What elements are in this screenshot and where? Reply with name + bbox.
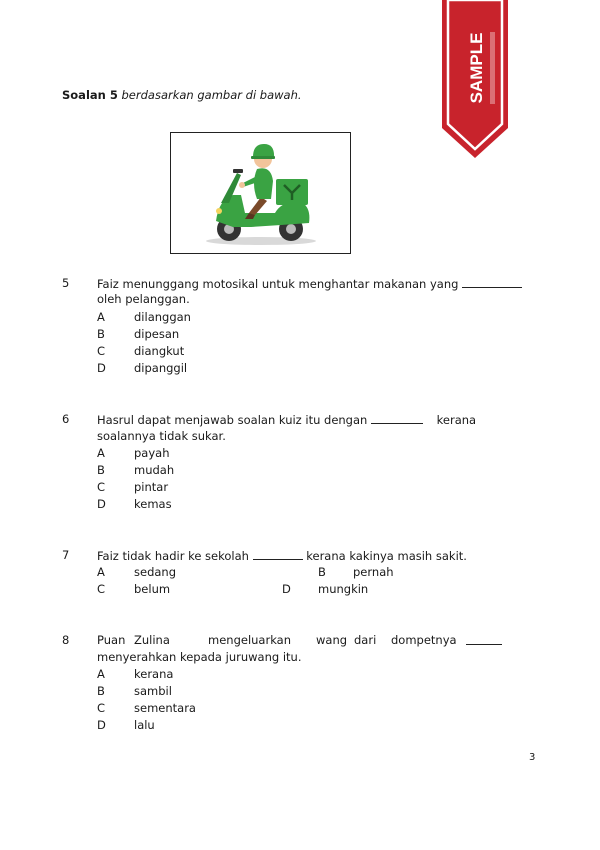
q8-option-d-text: lalu (134, 718, 155, 732)
question-8-text-2: menyerahkan kepada juruwang itu. (97, 650, 302, 664)
q6-option-d-letter: D (97, 497, 106, 511)
q8-option-c-text: sementara (134, 701, 196, 715)
q7-option-b-text: pernah (353, 565, 394, 579)
question-8-word-2: Zulina (134, 633, 170, 647)
q5-option-c-text: diangkut (134, 344, 185, 358)
question-8-word-4: wang (316, 633, 348, 647)
q8-option-a-text: kerana (134, 667, 174, 681)
question-8-word-5: dari (354, 633, 377, 647)
question-8-number: 8 (62, 633, 70, 647)
question-7-line-1 (97, 548, 467, 563)
question-6-text-1: Hasrul dapat menjawab soalan kuiz itu dengan (97, 413, 368, 427)
q5-option-b-text: dipesan (134, 327, 180, 341)
q6-option-b-letter: B (97, 463, 105, 477)
illustration-frame (170, 132, 351, 254)
q5-option-a-text: dilanggan (134, 310, 191, 324)
question-8-blank (466, 633, 502, 645)
q7-option-a-text: sedang (134, 565, 177, 579)
question-6-text-2: soalannya tidak sukar. (97, 429, 226, 443)
intro-italic: berdasarkan gambar di bawah. (121, 88, 302, 102)
question-6-blank (371, 412, 423, 424)
q6-option-c-text: pintar (134, 480, 169, 494)
q5-option-d-text: dipanggil (134, 361, 188, 375)
sample-stamp (440, 0, 510, 160)
section-intro (62, 88, 302, 102)
question-5-number: 5 (62, 276, 70, 290)
q7-option-d-letter: D (282, 582, 291, 596)
q8-option-b-text: sambil (134, 684, 172, 698)
q5-option-d-letter: D (97, 361, 106, 375)
question-8-word-6: dompetnya (391, 633, 457, 647)
q5-option-a-letter: A (97, 310, 105, 324)
q5-option-b-letter: B (97, 327, 105, 341)
question-8-word-1: Puan (97, 633, 126, 647)
q6-option-d-text: kemas (134, 497, 172, 511)
q8-option-a-letter: A (97, 667, 105, 681)
question-5-line-1 (97, 276, 522, 291)
intro-bold: Soalan 5 (62, 88, 118, 102)
delivery-scooter-illustration (171, 133, 350, 253)
q7-option-d-text: mungkin (318, 582, 369, 596)
q5-option-c-letter: C (97, 344, 106, 358)
question-6-line-1 (97, 412, 476, 427)
question-5-text-1: Faiz menunggang motosikal untuk menghantar makanan yang (97, 277, 459, 291)
question-6-number: 6 (62, 412, 70, 426)
question-6-text-1b: kerana (436, 413, 477, 427)
q8-option-d-letter: D (97, 718, 106, 732)
question-5-blank (462, 276, 522, 288)
question-8-word-3: mengeluarkan (208, 633, 291, 647)
q7-option-c-text: belum (134, 582, 171, 596)
q7-option-c-letter: C (97, 582, 106, 596)
sample-stamp-text: SAMPLE (467, 32, 486, 104)
question-7-number: 7 (62, 548, 70, 562)
question-5-text-2: oleh pelanggan. (97, 292, 190, 306)
q6-option-a-letter: A (97, 446, 105, 460)
page-number: 3 (529, 752, 536, 763)
q8-option-c-letter: C (97, 701, 106, 715)
q7-option-a-letter: A (97, 565, 105, 579)
q8-option-b-letter: B (97, 684, 105, 698)
question-7-text-1b: kerana kakinya masih sakit. (306, 549, 467, 563)
q6-option-b-text: mudah (134, 463, 175, 477)
q6-option-c-letter: C (97, 480, 106, 494)
question-7-blank (253, 548, 303, 560)
q6-option-a-text: payah (134, 446, 170, 460)
question-7-text-1: Faiz tidak hadir ke sekolah (97, 549, 249, 563)
q7-option-b-letter: B (318, 565, 326, 579)
